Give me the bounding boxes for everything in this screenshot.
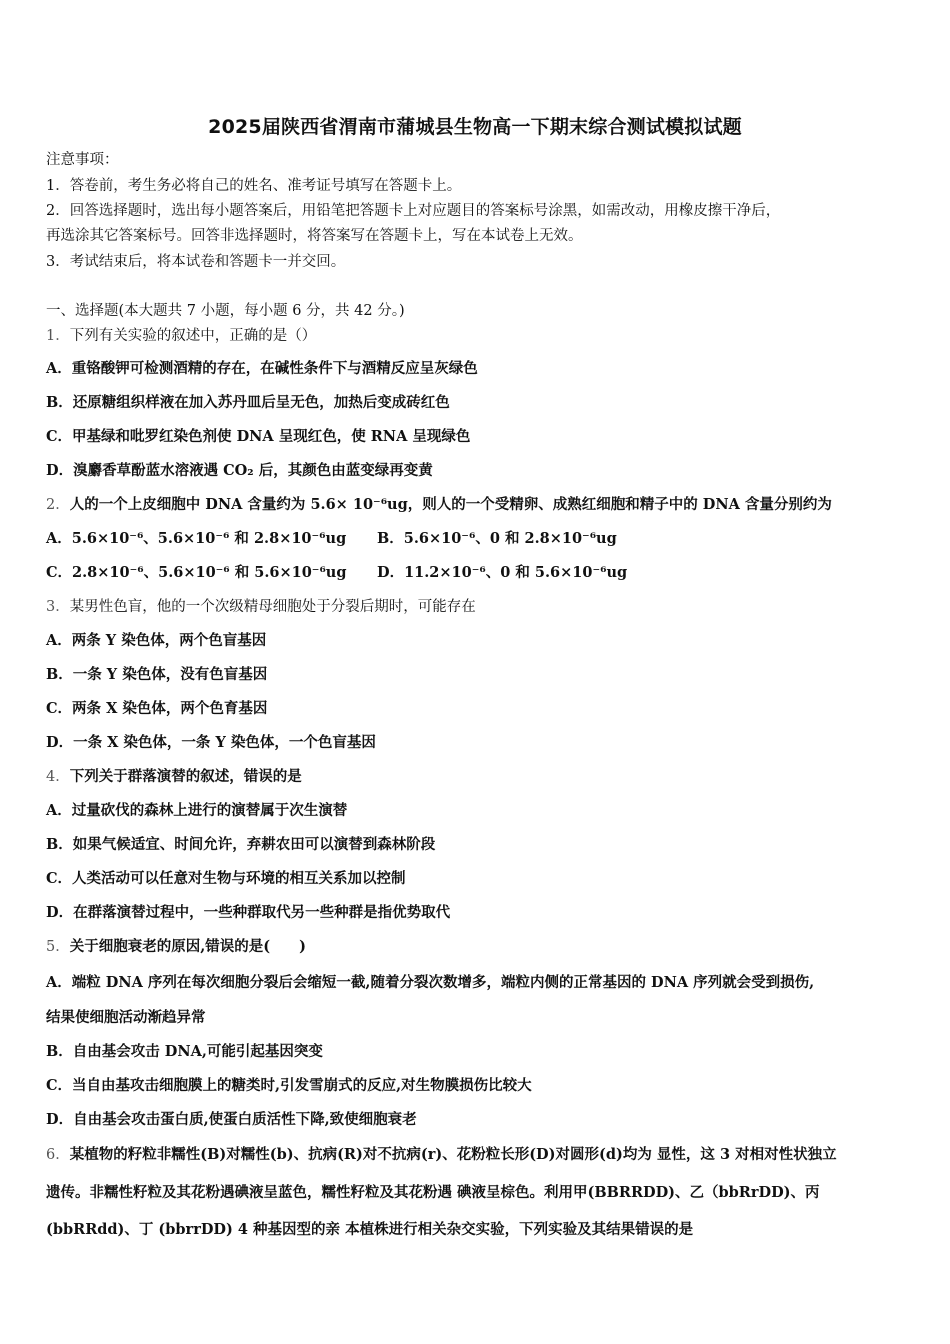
- notice-heading: 注意事项：: [46, 152, 119, 168]
- question-1-option-c: C．甲基绿和吡罗红染色剂使 DNA 呈现红色，使 RNA 呈现绿色: [46, 428, 471, 445]
- question-text: 关于细胞衰老的原因,错误的是( ): [69, 938, 307, 955]
- question-5-option-b: B．自由基会攻击 DNA,可能引起基因突变: [46, 1043, 323, 1060]
- question-4-option-a: A．过量砍伐的森林上进行的演替属于次生演替: [46, 802, 348, 819]
- question-1-option-b: B．还原糖组织样液在加入苏丹皿后呈无色，加热后变成砖红色: [46, 394, 450, 411]
- question-2-option-b: B．5.6×10⁻⁶、0 和 2.8×10⁻⁶ug: [377, 530, 617, 547]
- question-number: 4．: [46, 769, 70, 785]
- question-5-stem: [46, 937, 306, 957]
- question-4-option-c: C．人类活动可以任意对生物与环境的相互关系加以控制: [46, 870, 406, 887]
- question-number: 5．: [46, 939, 70, 955]
- question-1-option-a: A．重铬酸钾可检测酒精的存在，在碱性条件下与酒精反应呈灰绿色: [46, 360, 478, 377]
- question-6-stem-line-3: (bbRRdd)、丁 (bbrrDD) 4 种基因型的亲 本植株进行相关杂交实验，下列实验及其结果错误的是: [46, 1221, 694, 1238]
- notice-item-2-cont: 再选涂其它答案标号。回答非选择题时，将答案写在答题卡上，写在本试卷上无效。: [46, 228, 583, 244]
- question-6-stem-line-2: 遗传。非糯性籽粒及其花粉遇碘液呈蓝色，糯性籽粒及其花粉遇 碘液呈棕色。利用甲(BBRRDD)、乙（bbRrDD)、丙: [46, 1184, 820, 1201]
- question-text: 下列关于群落演替的叙述，错误的是: [69, 768, 302, 785]
- question-3-option-a: A．两条 Y 染色体，两个色盲基因: [46, 632, 267, 649]
- notice-item-2: 2．回答选择题时，选出每小题答案后，用铅笔把答题卡上对应题目的答案标号涂黑，如需改动，用橡皮擦干净后，: [46, 203, 781, 219]
- question-3-option-b: B．一条 Y 染色体，没有色盲基因: [46, 666, 268, 683]
- question-3-stem: [46, 597, 476, 617]
- question-4-stem: [46, 767, 302, 787]
- section-heading: 一、选择题(本大题共 7 小题，每小题 6 分，共 42 分。): [46, 303, 405, 319]
- question-number: 2．: [46, 497, 70, 513]
- question-4-option-b: B．如果气候适宜、时间允许，弃耕农田可以演替到森林阶段: [46, 836, 436, 853]
- question-5-option-d: D．自由基会攻击蛋白质,使蛋白质活性下降,致使细胞衰老: [46, 1111, 417, 1128]
- question-3-option-d: D．一条 X 染色体，一条 Y 染色体，一个色盲基因: [46, 734, 376, 751]
- question-2-stem: [46, 495, 832, 515]
- page-title: 2025届陕西省渭南市蒲城县生物高一下期末综合测试模拟试题: [208, 116, 742, 138]
- question-number: 6．: [46, 1147, 70, 1163]
- question-2-option-a: A．5.6×10⁻⁶、5.6×10⁻⁶ 和 2.8×10⁻⁶ug: [46, 530, 347, 547]
- question-number: 1．: [46, 328, 70, 344]
- question-text: 下列有关实验的叙述中，正确的是（）: [69, 328, 317, 344]
- question-6-stem: [46, 1145, 837, 1165]
- question-1-option-d: D．溴麝香草酚蓝水溶液遇 CO₂ 后，其颜色由蓝变绿再变黄: [46, 462, 433, 479]
- notice-item-1: 1．答卷前，考生务必将自己的姓名、准考证号填写在答题卡上。: [46, 178, 462, 194]
- question-text: 某植物的籽粒非糯性(B)对糯性(b)、抗病(R)对不抗病(r)、花粉粒长形(D)对圆形(d)均为 显性，这 3 对相对性状独立: [69, 1146, 837, 1163]
- question-5-option-a-cont: 结果使细胞活动渐趋异常: [46, 1009, 206, 1026]
- question-2-option-d: D．11.2×10⁻⁶、0 和 5.6×10⁻⁶ug: [377, 564, 628, 581]
- question-4-option-d: D．在群落演替过程中，一些种群取代另一些种群是指优势取代: [46, 904, 451, 921]
- notice-item-3: 3．考试结束后，将本试卷和答题卡一并交回。: [46, 254, 346, 270]
- question-3-option-c: C．两条 X 染色体，两个色育基因: [46, 700, 268, 717]
- question-5-option-c: C．当自由基攻击细胞膜上的糖类时,引发雪崩式的反应,对生物膜损伤比较大: [46, 1077, 532, 1094]
- question-5-option-a: A．端粒 DNA 序列在每次细胞分裂后会缩短一截,随着分裂次数增多，端粒内侧的正常基因的 DNA 序列就会受到损伤,: [46, 974, 815, 991]
- question-1-stem: [46, 326, 316, 346]
- question-2-option-c: C．2.8×10⁻⁶、5.6×10⁻⁶ 和 5.6×10⁻⁶ug: [46, 564, 347, 581]
- question-text: 人的一个上皮细胞中 DNA 含量约为 5.6× 10⁻⁶ug，则人的一个受精卵、成熟红细胞和精子中的 DNA 含量分别约为: [69, 496, 832, 513]
- question-text: 某男性色盲，他的一个次级精母细胞处于分裂后期时，可能存在: [69, 599, 476, 615]
- question-number: 3．: [46, 599, 70, 615]
